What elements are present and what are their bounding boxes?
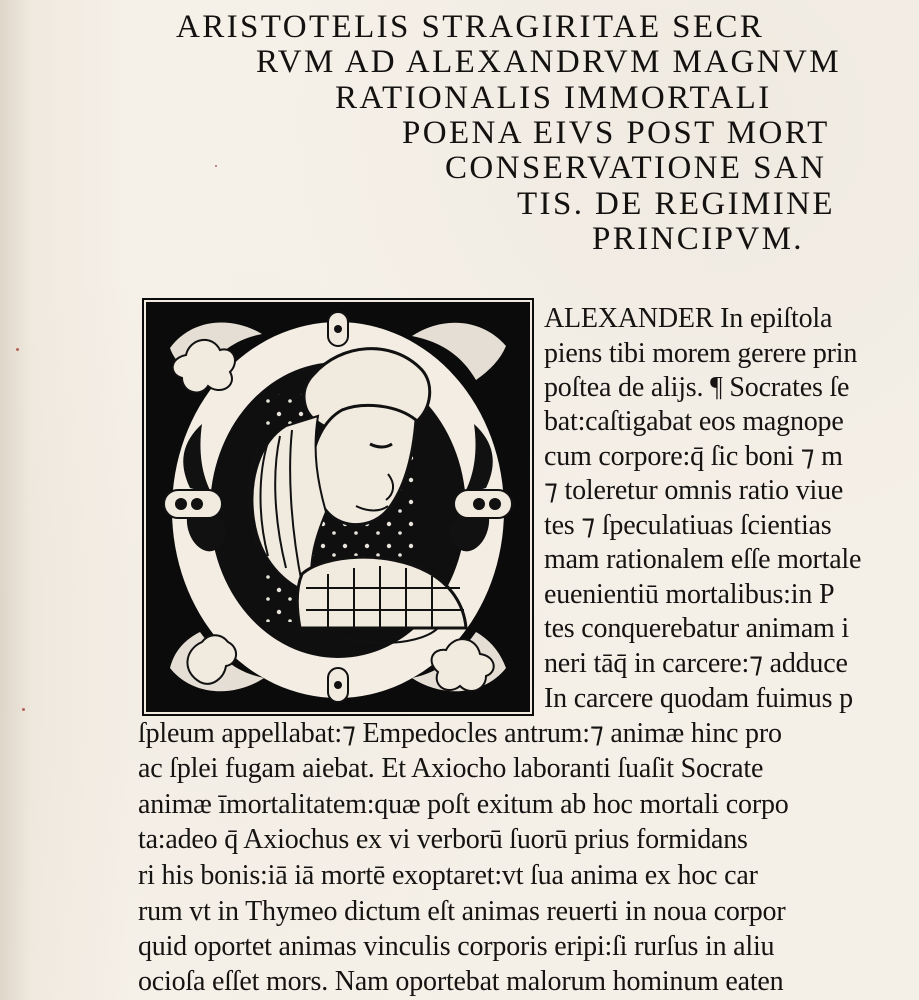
title-line-7: PRINCIPVM. xyxy=(592,221,804,257)
body-line-side-12: In carcere quodam fuimus p xyxy=(544,683,853,714)
body-line-side-4: bat:caſtigabat eos magnope xyxy=(544,406,844,437)
title-line-5: CONSERVATIONE SAN xyxy=(445,150,827,186)
body-line-full-7: quid oportet animas vinculis corporis eripi:ſi rurſus in aliu xyxy=(138,931,775,962)
body-line-full-6: rum vt in Thymeo dictum eſt animas reuerti in noua corpor xyxy=(138,896,786,927)
ink-speck xyxy=(16,348,19,351)
historiated-initial-icon xyxy=(142,298,534,716)
title-line-6: TIS. DE REGIMINE xyxy=(517,186,835,222)
body-line-side-3: poſtea de alijs. ¶ Socrates ſe xyxy=(544,372,850,403)
body-line-full-5: ri his bonis:iā iā mortē exoptaret:vt ſua anima ex hoc car xyxy=(138,860,758,891)
body-line-side-7: tes ⁊ ſpeculatiuas ſcientias xyxy=(544,510,832,541)
paper-edge-shadow xyxy=(0,0,32,1000)
title-line-2: RVM AD ALEXANDRVM MAGNVM xyxy=(256,44,841,80)
title-line-4: POENA EIVS POST MORT xyxy=(402,115,830,151)
body-line-full-3: animæ īmortalitatem:quæ poſt exitum ab hoc mortali corpo xyxy=(138,789,789,820)
body-line-full-8: ocioſa eſſet mors. Nam oportebat malorum hominum eaten xyxy=(138,966,784,997)
body-line-side-6: ⁊ toleretur omnis ratio viue xyxy=(544,475,844,506)
body-line-full-4: ta:adeo q̄ Axiochus ex vi verborū ſuorū prius formidans xyxy=(138,824,748,855)
body-line-side-5: cum corpore:q̄ ſic boni ⁊ m xyxy=(544,441,843,472)
body-line-side-8: mam rationalem eſſe mortale xyxy=(544,544,862,575)
body-line-side-10: tes conquerebatur animam i xyxy=(544,613,850,644)
title-line-3: RATIONALIS IMMORTALI xyxy=(335,80,772,116)
body-line-side-11: neri tāq̄ in carcere:⁊ adduce xyxy=(544,648,848,679)
body-line-full-2: ac ſplei fugam aiebat. Et Axiocho laboranti ſuaſit Socrate xyxy=(138,753,764,784)
title-line-1: ARISTOTELIS STRAGIRITAE SECR xyxy=(176,9,765,45)
ink-speck xyxy=(215,165,217,167)
body-line-full-1: ſpleum appellabat:⁊ Empedocles antrum:⁊ animæ hinc pro xyxy=(138,718,782,749)
body-line-side-2: piens tibi morem gerere prin xyxy=(544,338,858,369)
body-line-side-1: ALEXANDER In epiſtola xyxy=(544,303,833,334)
ink-speck xyxy=(22,708,25,711)
body-line-side-9: euenientiū mortalibus:in P xyxy=(544,579,835,610)
